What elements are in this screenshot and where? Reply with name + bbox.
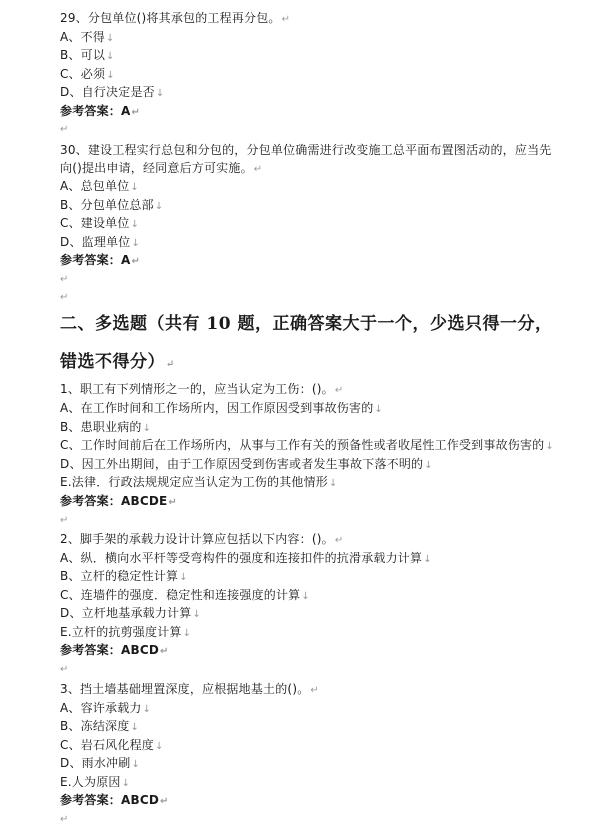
m3-option-a: A、容许承载力↓ — [60, 701, 152, 715]
m1-stem: 1、职工有下列情形之一的，应当认定为工伤：()。↵ — [60, 382, 344, 396]
q30-option-d: D、监理单位↓ — [60, 235, 141, 249]
paragraph-mark-icon: ↵ — [168, 497, 177, 508]
line-break-icon: ↓ — [106, 33, 115, 44]
section-title-line2: 错选不得分）↵ — [60, 352, 175, 372]
paragraph-mark-icon: ↵ — [334, 385, 344, 396]
paragraph-mark-icon: ↵ — [160, 646, 169, 657]
line-break-icon: ↓ — [106, 70, 115, 81]
q29-option-b: B、可以↓ — [60, 48, 115, 62]
m2-option-e: E.立杆的抗剪强度计算↓ — [60, 625, 192, 639]
empty-paragraph: ↵ — [60, 664, 69, 675]
q29-option-d: D、自行决定是否↓ — [60, 85, 165, 99]
line-break-icon: ↓ — [130, 182, 140, 193]
line-break-icon: ↓ — [192, 609, 202, 620]
paragraph-mark-icon: ↵ — [166, 359, 175, 370]
paragraph-mark-icon: ↵ — [160, 796, 169, 807]
m1-option-c: C、工作时间前后在工作场所内，从事与工作有关的预备性或者收尾性工作受到事故伤害的↓ — [60, 438, 554, 452]
q30-option-a: A、总包单位↓ — [60, 179, 140, 193]
m3-answer: 参考答案：ABCD↵ — [60, 793, 169, 807]
line-break-icon: ↓ — [131, 238, 141, 249]
empty-paragraph: ↵ — [60, 292, 69, 303]
m1-option-d: D、因工外出期间，由于工作原因受到伤害或者发生事故下落不明的↓ — [60, 457, 433, 471]
paragraph-mark-icon: ↵ — [334, 535, 344, 546]
line-break-icon: ↓ — [329, 478, 338, 489]
line-break-icon: ↓ — [374, 404, 384, 415]
line-break-icon: ↓ — [142, 704, 152, 715]
paragraph-mark-icon: ↵ — [253, 164, 263, 175]
line-break-icon: ↓ — [179, 572, 188, 583]
m3-option-e: E.人为原因↓ — [60, 775, 131, 789]
q30-stem-line2: 向()提出申请，经同意后方可实施。↵ — [60, 161, 263, 175]
m2-option-b: B、立杆的稳定性计算↓ — [60, 569, 188, 583]
m1-answer: 参考答案：ABCDE↵ — [60, 494, 177, 508]
q29-option-a: A、不得↓ — [60, 30, 115, 44]
q30-option-c: C、建设单位↓ — [60, 216, 140, 230]
m3-stem: 3、挡土墙基础埋置深度，应根据地基土的()。↵ — [60, 682, 319, 696]
q29-option-c: C、必须↓ — [60, 67, 115, 81]
m1-option-b: B、患职业病的↓ — [60, 420, 152, 434]
line-break-icon: ↓ — [424, 460, 433, 471]
empty-paragraph: ↵ — [60, 274, 69, 285]
m3-option-d: D、雨水冲刷↓ — [60, 756, 141, 770]
paragraph-mark-icon: ↵ — [131, 107, 141, 118]
line-break-icon: ↓ — [142, 423, 152, 434]
q29-stem: 29、分包单位()将其承包的工程再分包。↵ — [60, 11, 291, 25]
line-break-icon: ↓ — [130, 722, 140, 733]
q30-answer: 参考答案：A↵ — [60, 253, 141, 267]
paragraph-mark-icon: ↵ — [310, 685, 319, 696]
line-break-icon: ↓ — [121, 778, 131, 789]
m1-option-e: E.法律．行政法规规定应当认定为工伤的其他情形↓ — [60, 475, 338, 489]
line-break-icon: ↓ — [545, 441, 554, 452]
line-break-icon: ↓ — [130, 219, 140, 230]
page-edge-decoration — [602, 760, 616, 820]
line-break-icon: ↓ — [154, 741, 164, 752]
m1-option-a: A、在工作时间和工作场所内，因工作原因受到事故伤害的↓ — [60, 401, 384, 415]
m3-option-b: B、冻结深度↓ — [60, 719, 140, 733]
line-break-icon: ↓ — [423, 554, 432, 565]
empty-paragraph: ↵ — [60, 124, 69, 135]
m2-answer: 参考答案：ABCD↵ — [60, 643, 169, 657]
line-break-icon: ↓ — [155, 88, 165, 99]
empty-paragraph: ↵ — [60, 814, 69, 825]
line-break-icon: ↓ — [154, 201, 164, 212]
m2-stem: 2、脚手架的承载力设计计算应包括以下内容：()。↵ — [60, 532, 344, 546]
paragraph-mark-icon: ↵ — [281, 14, 291, 25]
paragraph-mark-icon: ↵ — [131, 256, 141, 267]
m2-option-c: C、连墙件的强度．稳定性和连接强度的计算↓ — [60, 588, 310, 602]
m2-option-a: A、纵．横向水平杆等受弯构件的强度和连接扣件的抗滑承载力计算↓ — [60, 551, 432, 565]
m2-option-d: D、立杆地基承载力计算↓ — [60, 606, 202, 620]
q30-stem-line1: 30、建设工程实行总包和分包的，分包单位确需进行改变施工总平面布置图活动的，应当先 — [60, 143, 552, 157]
q29-answer: 参考答案：A↵ — [60, 104, 141, 118]
line-break-icon: ↓ — [182, 628, 192, 639]
section-title-line1: 二、多选题（共有 10 题，正确答案大于一个，少选只得一分， — [60, 314, 553, 334]
line-break-icon: ↓ — [301, 591, 310, 602]
line-break-icon: ↓ — [106, 51, 115, 62]
line-break-icon: ↓ — [131, 759, 141, 770]
m3-option-c: C、岩石风化程度↓ — [60, 738, 164, 752]
empty-paragraph: ↵ — [60, 515, 69, 526]
q30-option-b: B、分包单位总部↓ — [60, 198, 164, 212]
